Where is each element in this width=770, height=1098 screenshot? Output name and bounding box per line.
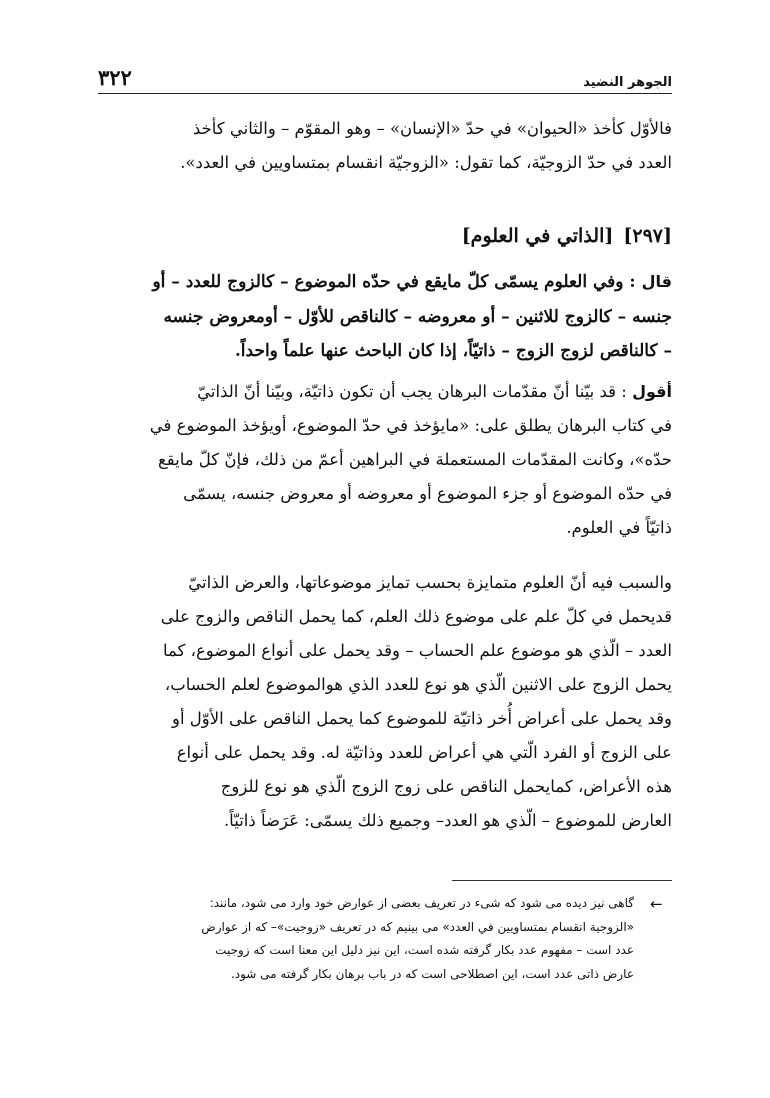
text-line: فالأوّل كأخذ «الحيوان» في حدّ «الإنسان» – وهو المقوّم – والثاني كأخذ: [192, 119, 672, 138]
paragraph-2-matn: [98, 265, 672, 369]
lead-word-qala: قال: [641, 272, 672, 291]
text-line: حدّه»، وكانت المقدّمات المستعملة في البراهين أعمّ من ذلك، فإنّ كلّ مايقع: [157, 450, 672, 469]
footnote-line: عارض ذاتی عدد است، این اصطلاحی است که در باب برهان بکار گرفته می شود.: [230, 966, 634, 981]
text-line: يحمل الزوج على الاثنين الّذي هو نوع للعدد الذي هوالموضوع لعلم الحساب،: [164, 675, 672, 694]
text-line: العارض للموضوع – الّذي هو العدد– وجميع ذلك يسمّى: عَرَضاً ذاتيّاً.: [223, 811, 672, 830]
footnote-separator: [452, 880, 672, 881]
text-line: قديحمل في كلّ علم على موضوع ذلك العلم، كما يحمل الناقص والزوج على: [160, 607, 672, 626]
paragraph-1: [98, 112, 672, 180]
text-line: العدد – الّذي هو موضوع علم الحساب – وقد يحمل على أنواع الموضوع، كما: [162, 641, 672, 660]
footnote-line: گاهی نیز دیده می شود که شیء در تعریف بعضی از عوارض خود وارد می شود، مانند:: [209, 896, 634, 910]
lead-word-aqulu: أقول: [632, 382, 672, 401]
text-line: وقد يحمل على أعراض أُخر ذاتيّة للموضوع كما يحمل الناقص على الأوّل أو: [171, 709, 672, 728]
footnote-line: عدد است – مفهوم عدد بکار گرفته شده است، این نیز دلیل این معنا است که زوجیت: [215, 943, 634, 957]
section-number: [٢٩٧]: [623, 225, 672, 247]
paragraph-3-sharh: [98, 375, 672, 545]
text-line: [98, 375, 672, 409]
text-line: هذه الأعراض، كمايحمل الناقص على زوج الزوج الّذي هو نوع للزوج: [220, 777, 672, 796]
page-number: ٣٢٢: [98, 65, 132, 90]
page-header: [98, 62, 672, 90]
text-line: [98, 265, 672, 300]
footnote: [98, 892, 634, 986]
text-line: العدد في حدّ الزوجيّة، كما تقول: «الزوجيّة انقسام بمتساويين في العدد».: [180, 153, 672, 172]
text-line: جنسه – كالزوج للاثنين – أو معروضه – كالناقص للأوّل – أومعروض جنسه: [163, 306, 672, 327]
header-rule: [98, 93, 672, 94]
section-title: [الذاتي في العلوم]: [461, 225, 614, 247]
running-title: الجوهر النضيد: [583, 75, 672, 90]
text-line: في حدّه الموضوع أو جزء الموضوع أو معروضه أو معروض جنسه، يسمّى: [183, 484, 672, 503]
text-line: والسبب فيه أنّ العلوم متمايزة بحسب تمايز موضوعاتها، والعرض الذاتيّ: [188, 573, 672, 592]
text-line: في كتاب البرهان يطلق على: «مايؤخذ في حدّ الموضوع، أويؤخذ الموضوع في: [149, 416, 672, 435]
footnote-arrow-icon: ←: [650, 895, 663, 913]
footnote-line: «الزوجیة انقسام بمتساویین في العدد» می بینیم که در تعریف «زوجیت»– که از عوارض: [201, 919, 634, 934]
paragraph-4: [98, 566, 672, 838]
text-line: ذاتيّاً في العلوم.: [566, 518, 672, 537]
text-line: – كالناقص لزوج الزوج – ذاتيّاً، إذا كان الباحث عنها علماً واحداً.: [234, 341, 672, 361]
section-heading: [462, 225, 672, 247]
text-line: على الزوج أو الفرد الّتي هي أعراض للعدد وذاتيّة له. وقد يحمل على أنواع: [176, 743, 672, 762]
text-line-content: : وفي العلوم يسمّى كلّ مايقع في حدّه الموضوع – كالزوج للعدد – أو: [152, 272, 636, 292]
text-line-content: : قد بيّنا أنّ مقدّمات البرهان يجب أن تكون ذاتيّة، وبيّنا أنّ الذاتيّ: [197, 382, 627, 401]
